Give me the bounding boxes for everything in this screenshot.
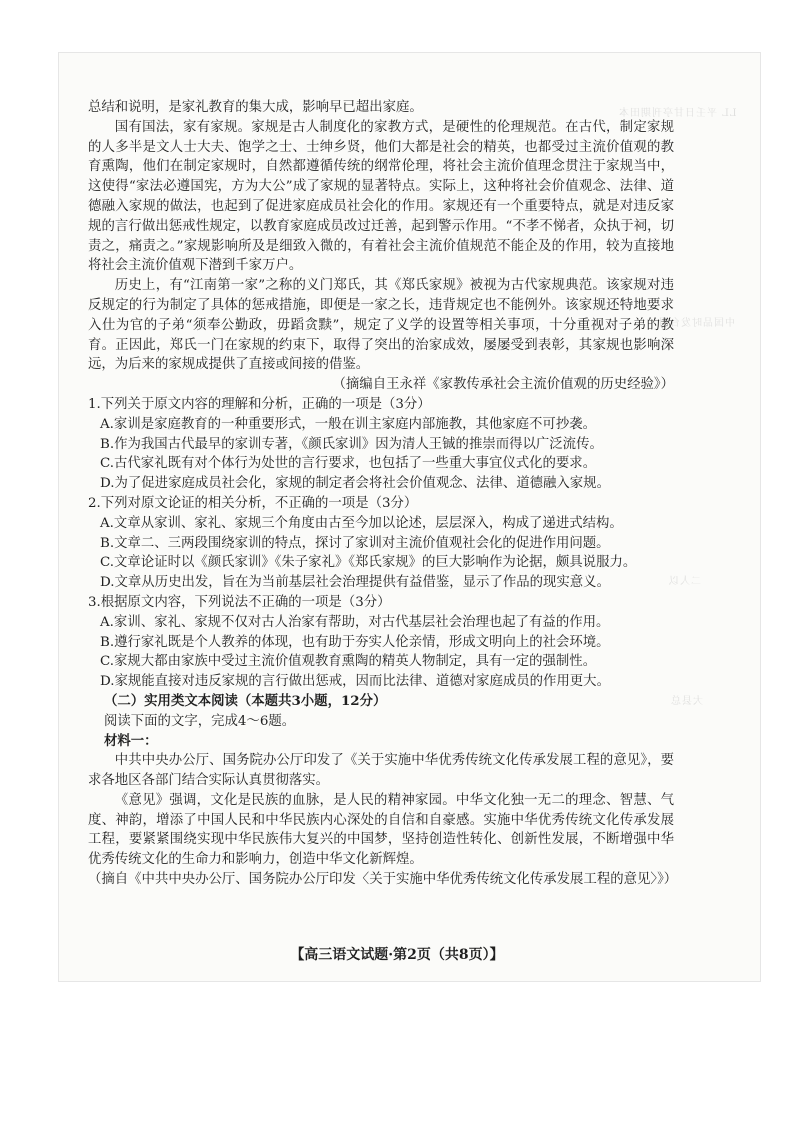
paragraph: 中共中央办公厅、国务院办公厅印发了《关于实施中华优秀传统文化传承发展工程的意见》，要求各地区各部门结合实际认真贯彻落实。 <box>88 753 674 789</box>
option-b: B.文章二、三两段围绕家训的特点，探讨了家训对主流价值观社会化的促进作用问题。 <box>100 535 610 551</box>
option-a: A.家训是家庭教育的一种重要形式，一般在训主家庭内部施教，其他家庭不可抄袭。 <box>100 416 596 432</box>
question-stem: 1.下列关于原文内容的理解和分析，正确的一项是（3分） <box>88 396 431 412</box>
bleed-through-text: 中国品时发台团 <box>658 318 735 329</box>
option-c: C.家规大都由家族中受过主流价值观教育熏陶的精英人物制定，具有一定的强制性。 <box>100 654 597 670</box>
bleed-through-text: 大县总 <box>670 696 703 707</box>
section-instruction: 阅读下面的文字，完成4～6题。 <box>104 713 296 729</box>
paragraph: 历史上，有“江南第一家”之称的义门郑氏，其《郑氏家规》被视为古代家规典范。该家规对违反规定的行为制定了具体的惩戒措施，即便是一家之长，违背规定也不能例外。该家规还特地要求入仕为官的子弟“须奉公勤政，毋蹈贪黩”，规定了义学的设置等相关事项，十分重视对子弟的教育。正因此，郑氏一门在家规的约束下，取得了突出的治家成效，屡屡受到表彰，其家规也影响深远，为后来的家规成提供了直接或间接的借鉴。 <box>88 278 674 373</box>
page-footer: 【高三语文试题·第2页（共8页）】 <box>290 947 504 963</box>
question-stem: 2.下列对原文论证的相关分析，不正确的一项是（3分） <box>88 495 418 511</box>
option-b: B.作为我国古代最早的家训专著，《颜氏家训》因为清人王铖的推崇而得以广泛流传。 <box>100 436 603 452</box>
question-stem: 3.根据原文内容，下列说法不正确的一项是（3分） <box>88 594 391 610</box>
option-d: D.文章从历史出发，旨在为当前基层社会治理提供有益借鉴，显示了作品的现实意义。 <box>100 575 610 591</box>
option-d: D.家规能直接对违反家规的言行做出惩戒，因而比法律、道德对家庭成员的作用更大。 <box>100 674 610 690</box>
bleed-through-text: 二人以 <box>668 576 701 587</box>
option-c: C.古代家礼既有对个体行为处世的言行要求，也包括了一些重大事宜仪式化的要求。 <box>100 456 597 472</box>
option-d: D.为了促进家庭成员社会化，家规的制定者会将社会价值观念、法律、道德融入家规。 <box>100 476 610 492</box>
option-a: A.家训、家礼、家规不仅对古人治家有帮助，对古代基层社会治理也起了有益的作用。 <box>100 614 610 630</box>
question-3 <box>88 593 674 692</box>
source-citation: （摘编自王永祥《家教传承社会主流价值观的历史经验》） <box>332 377 674 393</box>
paragraph: 总结和说明，是家礼教育的集大成，影响早已超出家庭。 <box>88 100 423 115</box>
question-1 <box>88 395 674 494</box>
option-b: B.遵行家礼既是个人教养的体现，也有助于夯实人伦亲情，形成文明向上的社会环境。 <box>100 634 610 650</box>
question-2 <box>88 494 674 593</box>
paragraph: 国有国法，家有家规。家规是古人制度化的家教方式，是硬性的伦理规范。在古代，制定家规的人多半是文人士大夫、饱学之士、士绅乡贤，他们大都是社会的精英，也都受过主流价值观的教育熏陶，他们在制定家规时，自然都遵循传统的纲常伦理，将社会主流价值理念贯注于家规当中，这使得“家法必遵国宪，方为大公”成了家规的显著特点。实际上，这种将社会价值观念、法律、道德融入家规的做法，也起到了促进家庭成员社会化的作用。家规还有一个重要特点，就是对违反家规的言行做出惩戒性规定，以教育家庭成员改过迁善，起到警示作用。“不孝不悌者，众执于祠，切责之，痛责之。”家规影响所及是细致入微的，有着社会主流价值规范不能企及的作用，较为直接地将社会主流价值观下潜到千家万户。 <box>88 119 674 274</box>
material-label: 材料一： <box>104 732 158 749</box>
source-citation: （摘自《中共中央办公厅、国务院办公厅印发〈关于实施中华优秀传统文化传承发展工程的意见〉》） <box>88 872 678 888</box>
option-c: C.文章论证时以《颜氏家训》《朱子家礼》《郑氏家规》的巨大影响作为论据，颇具说服力。 <box>100 555 637 571</box>
option-a: A.文章从家训、家礼、家规三个角度由古至今加以论述，层层深入，构成了递进式结构。 <box>100 515 623 531</box>
paragraph: 《意见》强调，文化是民族的血脉，是人民的精神家园。中华文化独一无二的理念、智慧、气度、神韵，增添了中国人民和中华民族内心深处的自信和自豪感。实施中华优秀传统文化传承发展工程，要紧紧围绕实现中华民族伟大复兴的中国梦，坚持创造性转化、创新性发展，不断增强中华优秀传统文化的生命力和影响力，创造中华文化新辉煌。 <box>88 792 674 868</box>
section-heading: （二）实用类文本阅读（本题共3小题，12分） <box>104 692 387 709</box>
bleed-through-text: LL 平壬日甘亭刊期田本 <box>618 108 737 119</box>
